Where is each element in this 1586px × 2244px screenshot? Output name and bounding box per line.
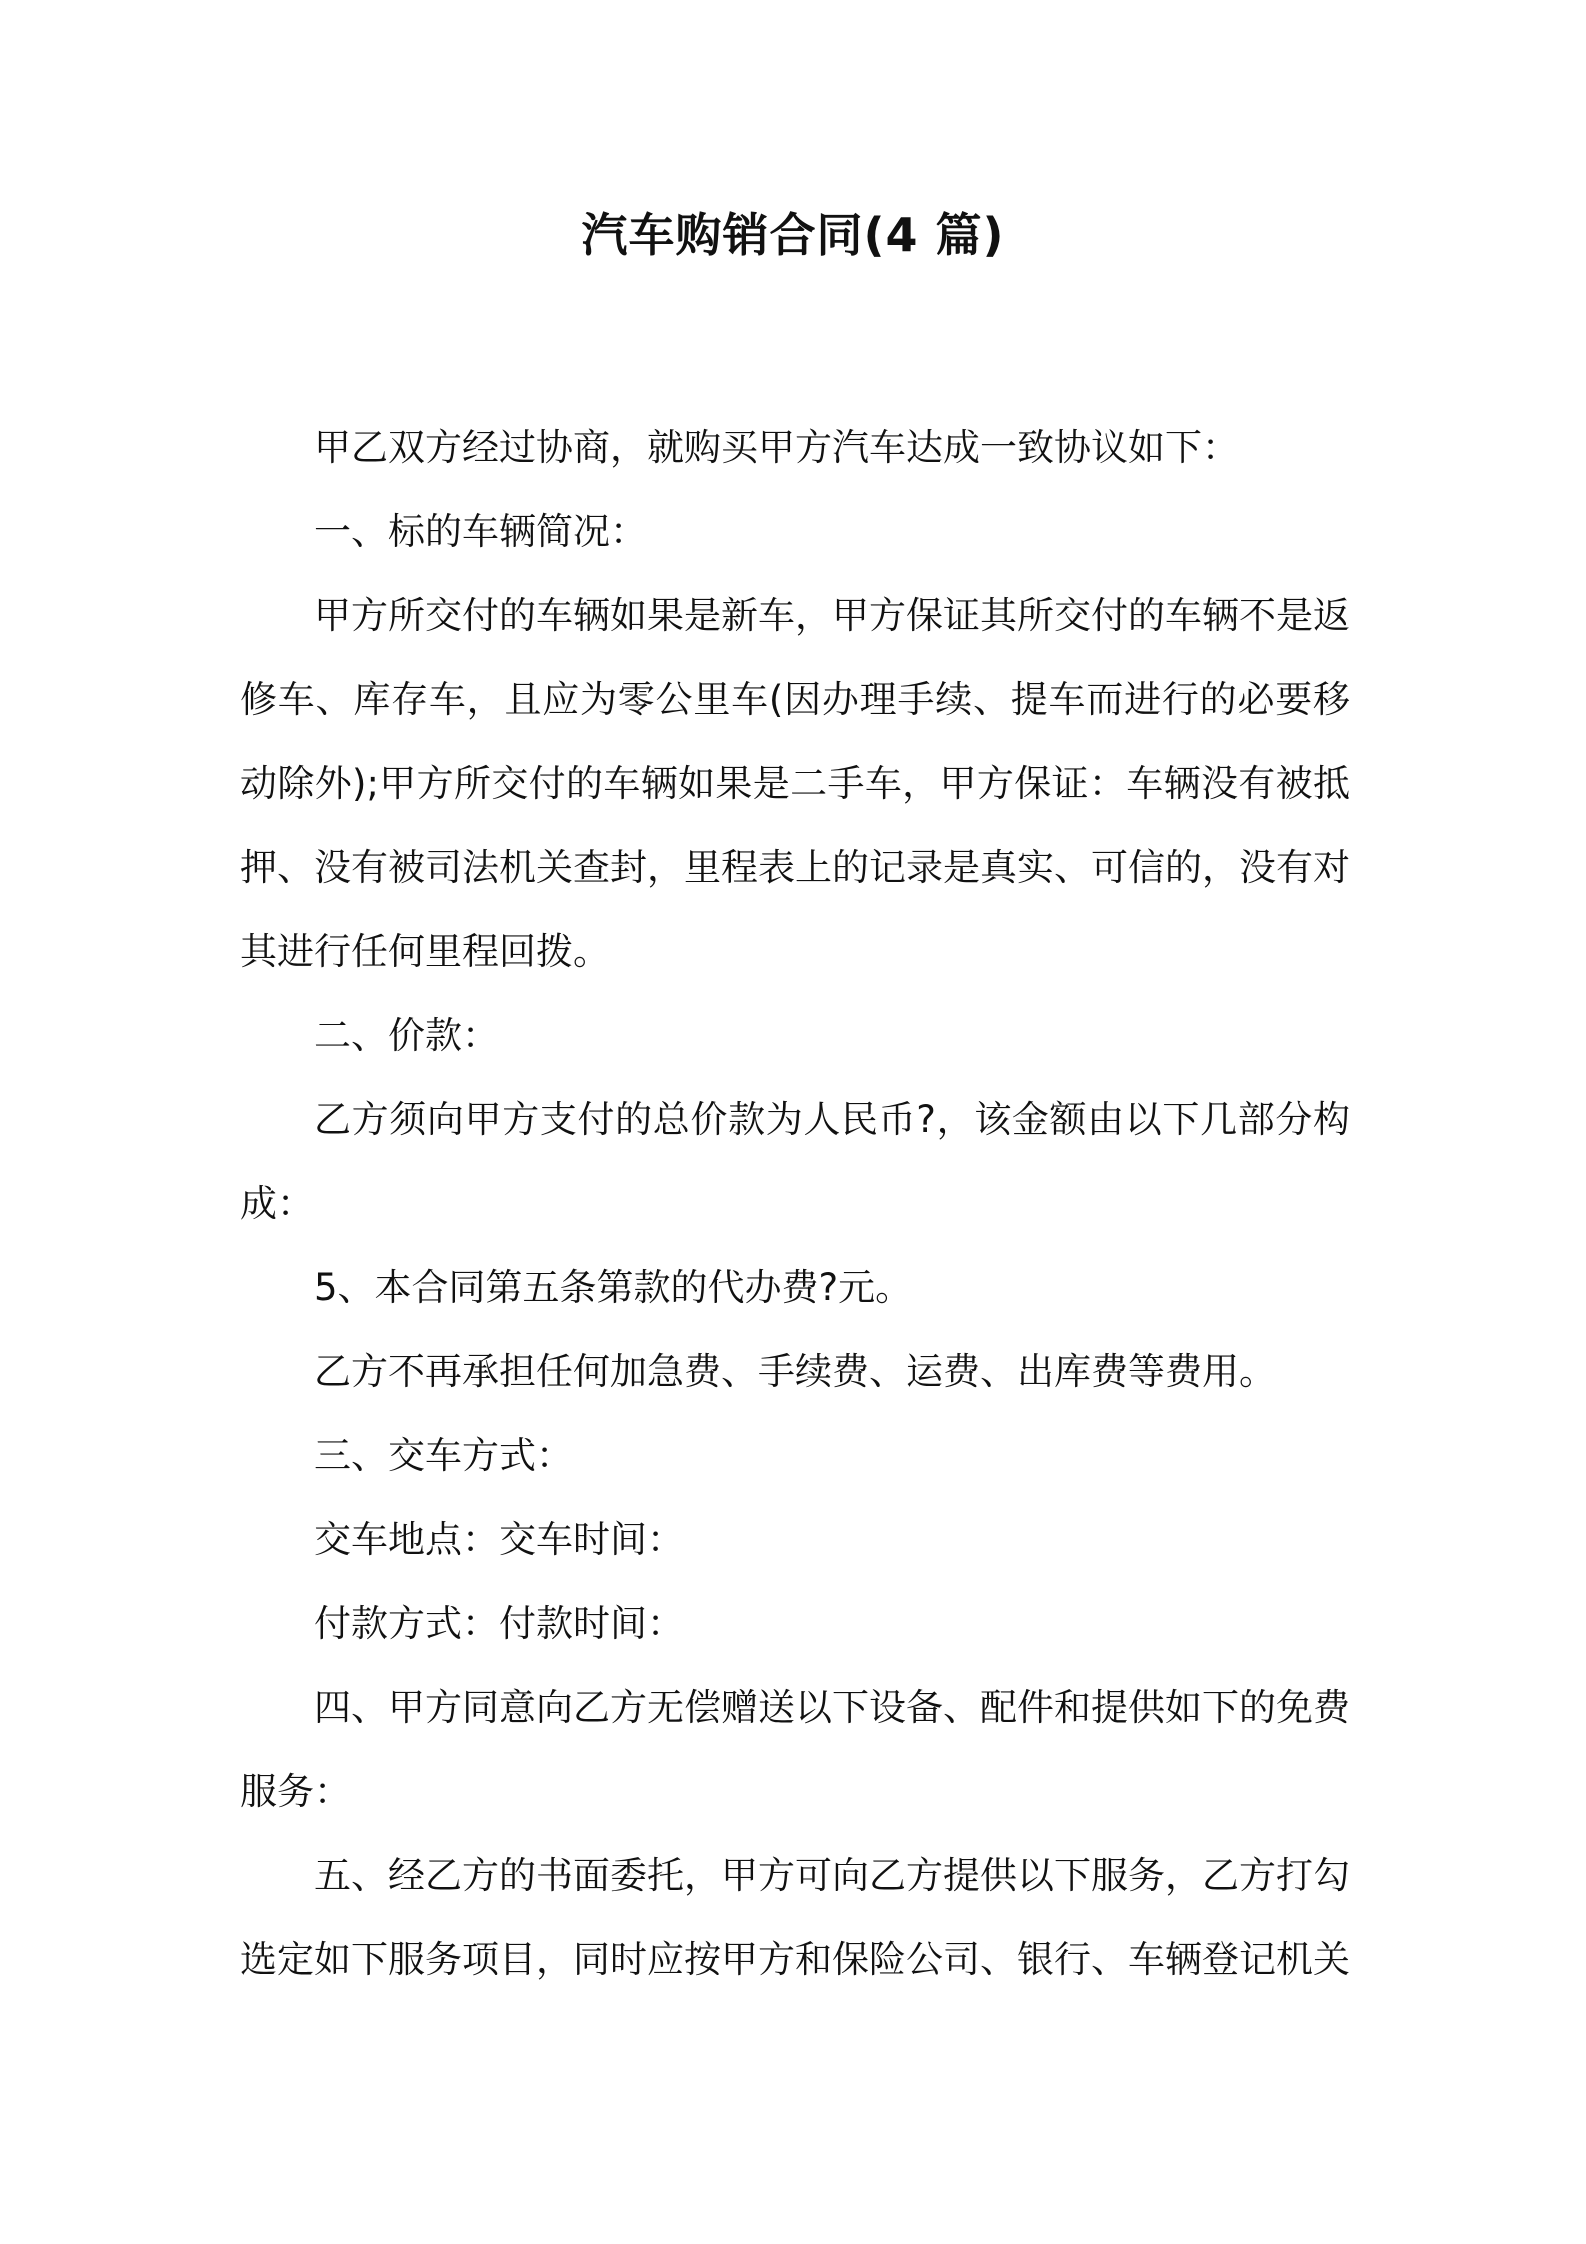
paragraph-section-4-free-services: 四、甲方同意向乙方无偿赠送以下设备、配件和提供如下的免费服务： (240, 1686, 1350, 1813)
document-title: 汽车购销合同(4 篇) (581, 208, 1005, 262)
paragraph-section-2-heading: 二、价款： (314, 1014, 499, 1057)
paragraph-vehicle-description: 甲方所交付的车辆如果是新车，甲方保证其所交付的车辆不是返修车、库存车，且应为零公里车(因办理手续、提车而进行的必要移动除外);甲方所交付的车辆如果是二手车，甲方保证：车辆没有被抵押、没有被司法机关查封，里程表上的记录是真实、可信的，没有对其进行任何里程回拨。 (240, 594, 1350, 973)
paragraph-delivery-place-time: 交车地点：交车时间： (314, 1518, 684, 1561)
paragraph-no-extra-fees: 乙方不再承担任何加急费、手续费、运费、出库费等费用。 (314, 1350, 1276, 1393)
paragraph-section-5-services: 五、经乙方的书面委托，甲方可向乙方提供以下服务，乙方打勾选定如下服务项目，同时应按甲方和保险公司、银行、车辆登记机关 (240, 1854, 1350, 1981)
paragraph-agency-fee: 5、本合同第五条第款的代办费?元。 (314, 1266, 913, 1309)
paragraph-payment-method-time: 付款方式：付款时间： (314, 1602, 684, 1645)
document-body (240, 406, 1350, 2002)
paragraph-section-1-heading: 一、标的车辆简况： (314, 510, 647, 553)
paragraph-total-price: 乙方须向甲方支付的总价款为人民币?，该金额由以下几部分构成： (240, 1098, 1350, 1225)
paragraph-intro: 甲乙双方经过协商，就购买甲方汽车达成一致协议如下： (314, 426, 1239, 469)
paragraph-section-3-heading: 三、交车方式： (314, 1434, 573, 1477)
